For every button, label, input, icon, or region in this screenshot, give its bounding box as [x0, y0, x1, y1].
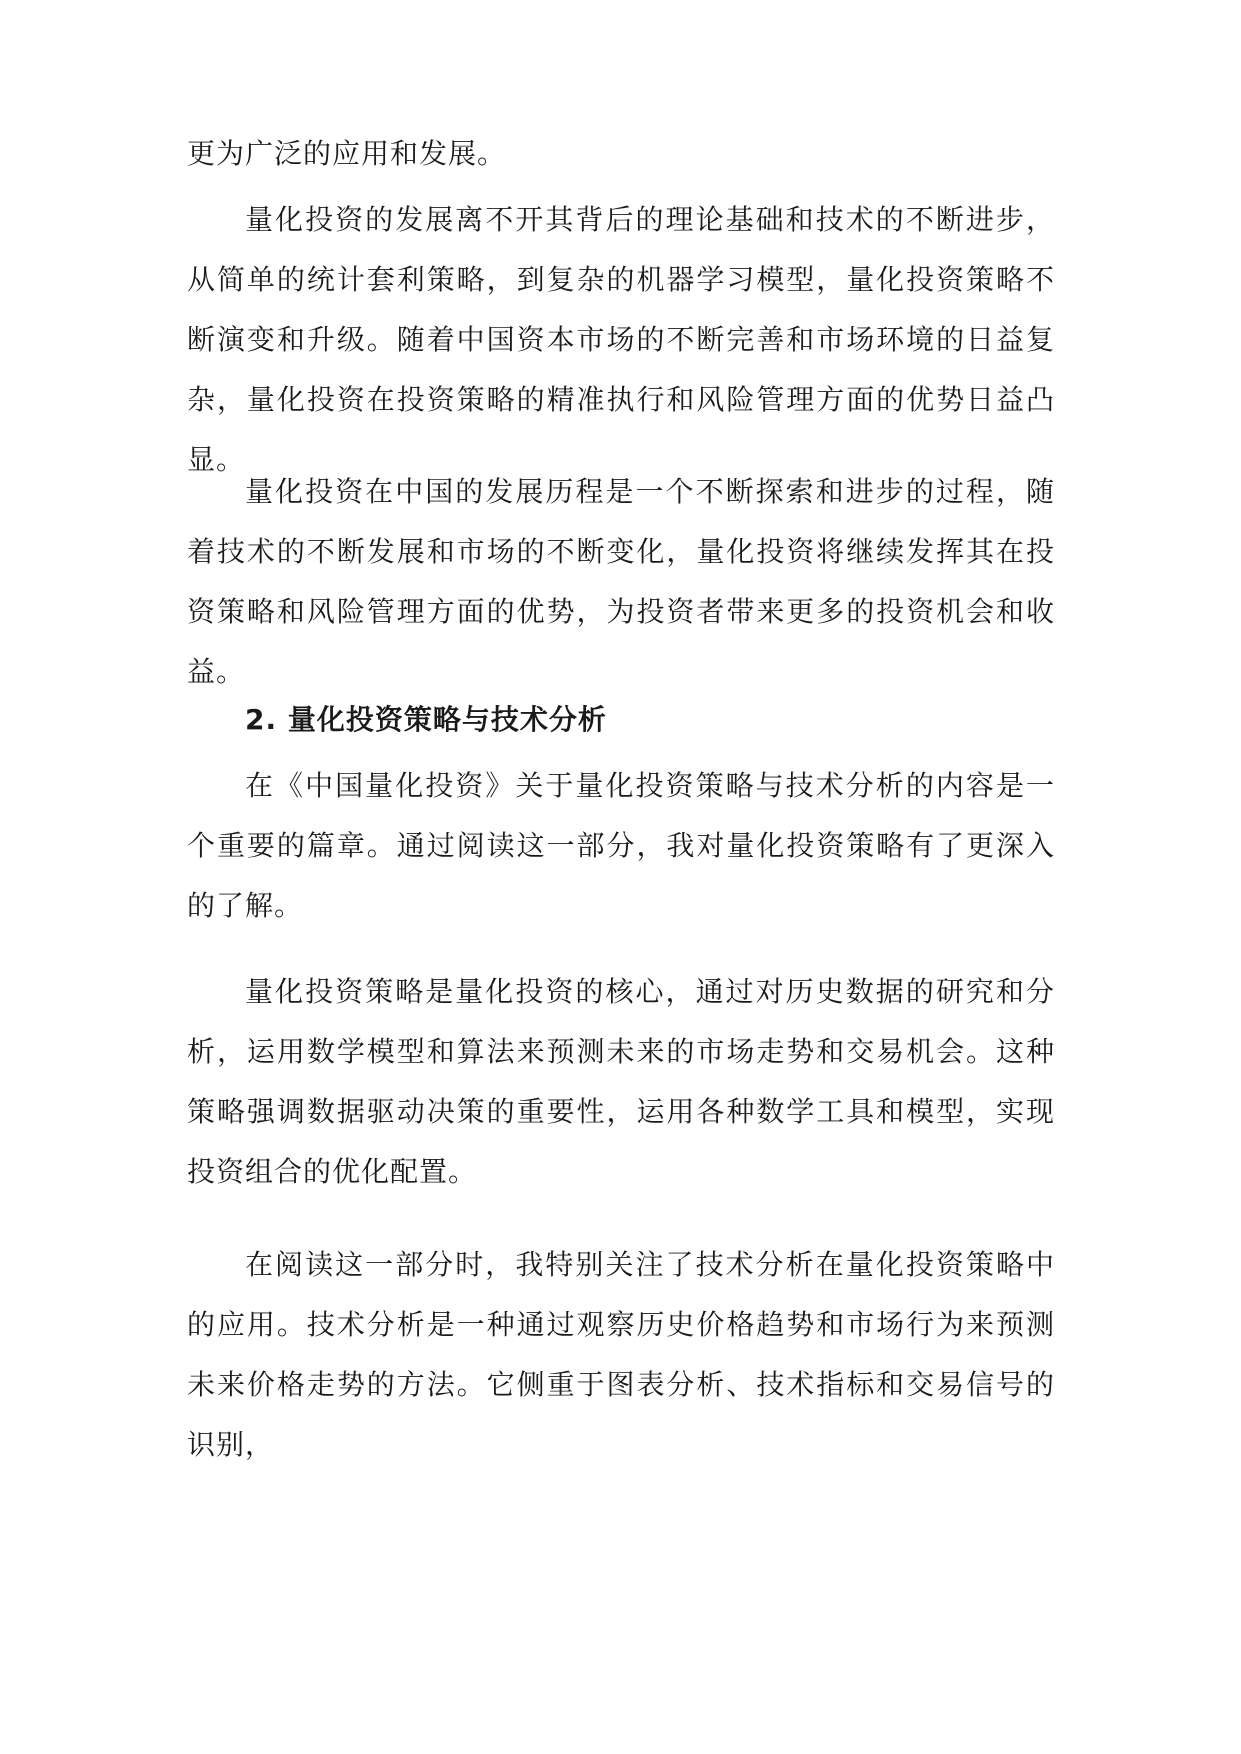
section-heading: 2. 量化投资策略与技术分析 [245, 703, 607, 736]
paragraph-technical-analysis: 在阅读这一部分时，我特别关注了技术分析在量化投资策略中的应用。技术分析是一种通过观察历史价格趋势和市场行为来预测未来价格走势的方法。它侧重于图表分析、技术指标和交易信号的识别， [187, 1248, 1055, 1461]
paragraph-section-intro: 在《中国量化投资》关于量化投资策略与技术分析的内容是一个重要的篇章。通过阅读这一部分，我对量化投资策略有了更深入的了解。 [187, 769, 1055, 922]
paragraph-strategy-core: 量化投资策略是量化投资的核心，通过对历史数据的研究和分析，运用数学模型和算法来预测未来的市场走势和交易机会。这种策略强调数据驱动决策的重要性，运用各种数学工具和模型，实现投资组合的优化配置。 [187, 975, 1055, 1188]
paragraph-development-progress: 量化投资的发展离不开其背后的理论基础和技术的不断进步，从简单的统计套利策略，到复杂的机器学习模型，量化投资策略不断演变和升级。随着中国资本市场的不断完善和市场环境的日益复杂，量化投资在投资策略的精准执行和风险管理方面的优势日益凸显。 [187, 203, 1055, 476]
paragraph-continuation: 更为广泛的应用和发展。 [187, 137, 507, 170]
paragraph-development-history: 量化投资在中国的发展历程是一个不断探索和进步的过程，随着技术的不断发展和市场的不断变化，量化投资将继续发挥其在投资策略和风险管理方面的优势，为投资者带来更多的投资机会和收益。 [187, 475, 1055, 688]
